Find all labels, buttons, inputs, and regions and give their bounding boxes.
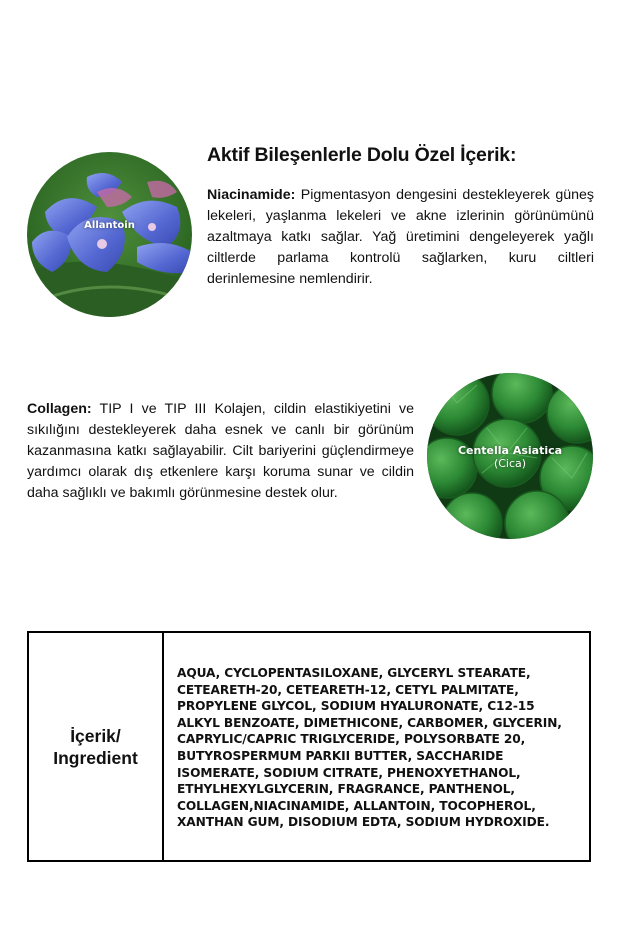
collagen-term: Collagen:	[27, 401, 92, 417]
ingredient-list: AQUA, CYCLOPENTASILOXANE, GLYCERYL STEARATE, CETEARETH-20, CETEARETH-12, CETYL PALMITATE, PROPYLENE GLYCOL, SODIUM HYALURONATE, C12-15 ALKYL BENZOATE, DIMETHICONE, CARBOMER, GLYCERIN, CAPRYLIC/CAPRIC TRIGLYCERIDE, POLYSORBATE 20, BUTYROSPERMUM PARKII BUTTER, SACCHARIDE ISOMERATE, SODIUM CITRATE, PHENOXYETHANOL, ETHYLHEXYLGLYCERIN, FRAGRANCE, PANTHENOL, COLLAGEN,NIACINAMIDE, ALLANTOIN, TOCOPHEROL, XANTHAN GUM, DISODIUM EDTA, SODIUM HYDROXIDE.	[177, 666, 562, 830]
centella-label-sub: (Cica)	[493, 457, 527, 470]
centella-leaf-image	[427, 373, 593, 539]
allantoin-label: Allantoin	[84, 220, 135, 231]
niacinamide-paragraph	[207, 185, 594, 290]
ingredient-table	[27, 631, 591, 862]
niacinamide-text: Pigmentasyon dengesini destekleyerek güneş lekeleri, yaşlanma lekeleri ve akne izlerinin görünümünü azaltmaya katkı sağlar. Yağ üretimini dengeleyerek yağlı ciltlerde parlama kontrolü sağlarken, kuru ciltleri derinlemesine nemlendirir.	[207, 187, 594, 287]
ingredient-list-cell	[164, 633, 589, 860]
collagen-text: TIP I ve TIP III Kolajen, cildin elastikiyetini ve sıkılığını destekleyerek daha esnek ve canlı bir görünüm kazanmasına katkı sağlayabilir. Cilt bariyerini güçlendirmeye yardımcı olarak dış etkenlere karşı koruma sunar ve cildin daha sağlıklı ve bakımlı görünmesine destek olur.	[27, 401, 414, 501]
centella-label-name: Centella Asiatica	[457, 444, 563, 457]
section-heading: Aktif Bileşenlerle Dolu Özel İçerik:	[207, 144, 517, 166]
allantoin-flower-image	[27, 152, 192, 317]
ingredient-label-line2: Ingredient	[53, 747, 138, 768]
collagen-paragraph	[27, 399, 414, 504]
centella-label	[427, 444, 593, 470]
niacinamide-term: Niacinamide:	[207, 187, 296, 203]
ingredient-label-line1: İçerik/	[70, 725, 121, 746]
ingredient-label-cell	[29, 633, 164, 860]
